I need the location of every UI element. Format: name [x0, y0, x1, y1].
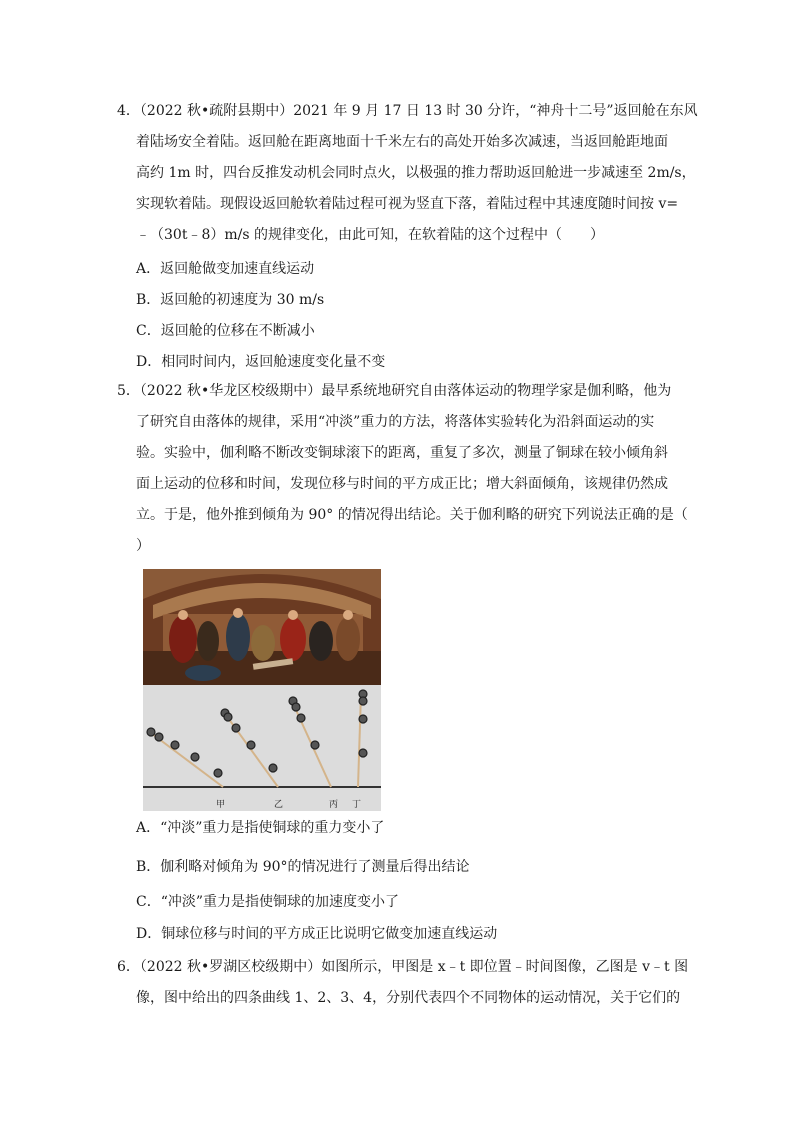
q5-option-d: D．铜球位移与时间的平方成正比说明它做变加速直线运动: [136, 926, 498, 942]
question-6: [117, 952, 687, 1014]
question-4: [117, 96, 698, 251]
experiment-diagram: [143, 685, 381, 811]
q5-line: 了研究自由落体的规律，采用“冲淡”重力的方法，将落体实验转化为沿斜面运动的实: [136, 414, 655, 430]
q5-option-b: B．伽利略对倾角为 90°的情况进行了测量后得出结论: [136, 859, 470, 875]
q5-line: 5．（2022 秋•华龙区校级期中）最早系统地研究自由落体运动的物理学家是伽利略，他为: [117, 383, 672, 399]
question-5: [117, 376, 687, 562]
q4-line: ﹣（30t﹣8）m/s 的规律变化，由此可知，在软着陆的这个过程中（ ）: [136, 227, 604, 243]
q5-line: 面上运动的位移和时间，发现位移与时间的平方成正比；增大斜面倾角，该规律仍然成: [136, 476, 668, 492]
q5-line: 验。实验中，伽利略不断改变铜球滚下的距离，重复了多次，测量了铜球在较小倾角斜: [136, 445, 668, 461]
inclined-plane-experiment: [143, 685, 381, 811]
q6-line: 6．（2022 秋•罗湖区校级期中）如图所示，甲图是 x﹣t 即位置﹣时间图像，乙图是 v﹣t 图: [117, 959, 689, 975]
q4-line: 高约 1m 时，四台反推发动机会同时点火，以极强的推力帮助返回舱进一步减速至 2m/s，: [136, 165, 696, 181]
q4-option-d: D．相同时间内，返回舱速度变化量不变: [136, 354, 386, 370]
q6-line: 像，图中给出的四条曲线 1、2、3、4，分别代表四个不同物体的运动情况，关于它们的: [136, 990, 681, 1006]
galileo-painting: [143, 569, 381, 685]
q4-option-b: B．返回舱的初速度为 30 m/s: [136, 292, 325, 308]
q4-line: 4．（2022 秋•疏附县期中）2021 年 9 月 17 日 13 时 30 分许，“神舟十二号”返回舱在东风: [117, 103, 698, 119]
figure-label-yi: 乙: [274, 800, 284, 810]
q5-option-a: A．“冲淡”重力是指使铜球的重力变小了: [136, 820, 385, 836]
q4-option-a: A．返回舱做变加速直线运动: [136, 261, 315, 277]
figure-label-bing: 丙: [329, 800, 339, 810]
painting-image: [143, 569, 381, 685]
q4-option-c: C．返回舱的位移在不断减小: [136, 323, 315, 339]
q5-line: 立。于是，他外推到倾角为 90° 的情况得出结论。关于伽利略的研究下列说法正确的是（: [136, 507, 688, 523]
q5-option-c: C．“冲淡”重力是指使铜球的加速度变小了: [136, 894, 400, 910]
galileo-figure: [143, 569, 381, 811]
figure-label-ding: 丁: [352, 800, 362, 810]
q5-line: ）: [136, 538, 150, 554]
q4-line: 实现软着陆。现假设返回舱软着陆过程可视为竖直下落，着陆过程中其速度随时间按 v=: [136, 196, 679, 212]
q4-line: 着陆场安全着陆。返回舱在距离地面十千米左右的高处开始多次减速，当返回舱距地面: [136, 134, 668, 150]
figure-label-jia: 甲: [216, 800, 226, 810]
